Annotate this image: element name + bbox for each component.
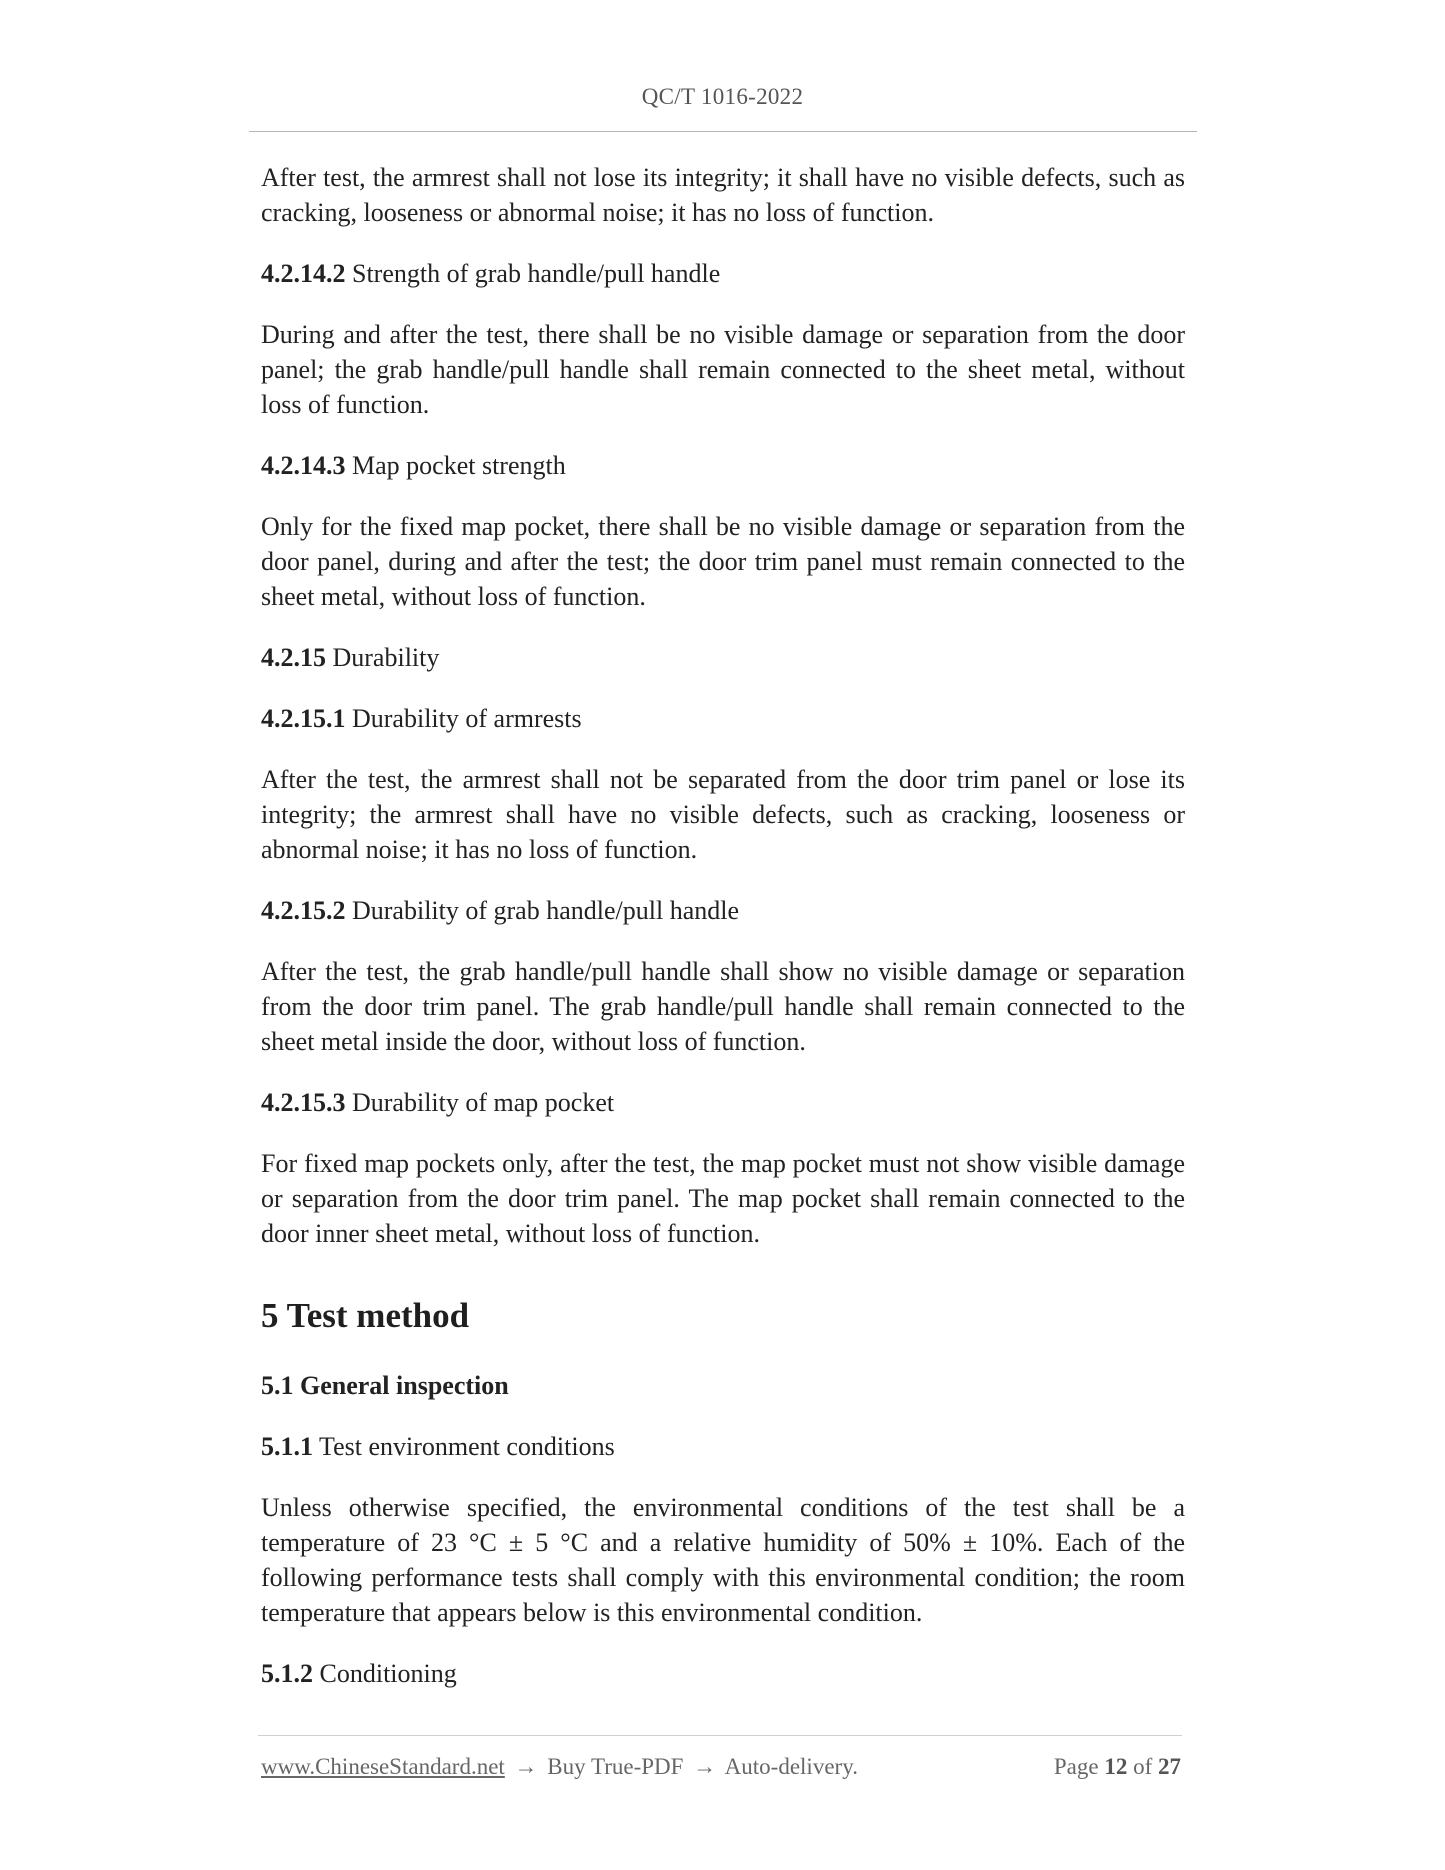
section-title: Conditioning [319, 1659, 457, 1688]
arrow-right-icon: → [693, 1754, 717, 1779]
footer-links [261, 1752, 858, 1782]
website-link[interactable]: www.ChineseStandard.net [261, 1754, 505, 1779]
paragraph: During and after the test, there shall be no visible damage or separation from the door panel; the grab handle/pull handle shall remain connected to the sheet metal, without loss of function. [261, 320, 1185, 419]
section-title: Durability of grab handle/pull handle [352, 896, 740, 925]
section-number: 4.2.14.2 [261, 259, 346, 288]
section-number: 4.2.15.1 [261, 704, 346, 733]
section-title: Durability of armrests [352, 704, 582, 733]
subsection-heading [261, 1429, 1185, 1464]
section-title: Durability [332, 643, 440, 672]
chapter-heading: 5 Test method [261, 1296, 470, 1335]
paragraph: For fixed map pockets only, after the test, the map pocket must not show visible damage or separation from the door trim panel. The map pocket shall remain connected to the door inner sheet metal, without loss of function. [261, 1149, 1185, 1248]
paragraph: After test, the armrest shall not lose its integrity; it shall have no visible defects, such as cracking, looseness or abnormal noise; it has no loss of function. [261, 163, 1185, 227]
section-number: 4.2.15 [261, 643, 326, 672]
paragraph: Only for the fixed map pocket, there shall be no visible damage or separation from the door panel, during and after the test; the door trim panel must remain connected to the sheet metal, without loss of function. [261, 512, 1185, 611]
subsection-heading [261, 640, 1185, 675]
subsection-heading [261, 1656, 1185, 1691]
section-title: Test environment conditions [319, 1432, 615, 1461]
buy-pdf-text: Buy True-PDF [547, 1754, 684, 1779]
section-title: Strength of grab handle/pull handle [352, 259, 721, 288]
page-number [1054, 1752, 1181, 1782]
section-title: Map pocket strength [352, 451, 566, 480]
subsection-heading [261, 256, 1185, 291]
paragraph: After the test, the armrest shall not be separated from the door trim panel or lose its integrity; the armrest shall have no visible defects, such as cracking, looseness or abnormal noise; it has no loss of function. [261, 765, 1185, 864]
page-current: 12 [1104, 1754, 1128, 1779]
section-number: 5.1.1 [261, 1432, 313, 1461]
page-total: 27 [1158, 1754, 1181, 1779]
section-number: 4.2.15.2 [261, 896, 346, 925]
subsection-heading [261, 1085, 1185, 1120]
page-of-label: of [1133, 1754, 1153, 1779]
subsection-heading [261, 893, 1185, 928]
paragraph: After the test, the grab handle/pull handle shall show no visible damage or separation from the door trim panel. The grab handle/pull handle shall remain connected to the sheet metal inside the door, without loss of function. [261, 957, 1185, 1056]
page-header-title: QC/T 1016-2022 [641, 84, 804, 109]
section-number: 4.2.14.3 [261, 451, 346, 480]
document-body [261, 160, 1185, 1717]
section-heading: 5.1 General inspection [261, 1371, 509, 1400]
auto-delivery-text: Auto-delivery. [724, 1754, 858, 1779]
arrow-right-icon: → [514, 1754, 538, 1779]
section-number: 4.2.15.3 [261, 1088, 346, 1117]
subsection-heading [261, 701, 1185, 736]
subsection-heading [261, 448, 1185, 483]
section-title: Durability of map pocket [352, 1088, 615, 1117]
footer-divider [258, 1735, 1182, 1736]
paragraph: Unless otherwise specified, the environmental conditions of the test shall be a temperature of 23 °C ± 5 °C and a relative humidity of 50% ± 10%. Each of the following performance tests shall comply with this environmental condition; the room temperature that appears below is this environmental condition. [261, 1493, 1185, 1627]
header-divider [249, 131, 1197, 132]
page-label: Page [1053, 1754, 1099, 1779]
section-number: 5.1.2 [261, 1659, 313, 1688]
